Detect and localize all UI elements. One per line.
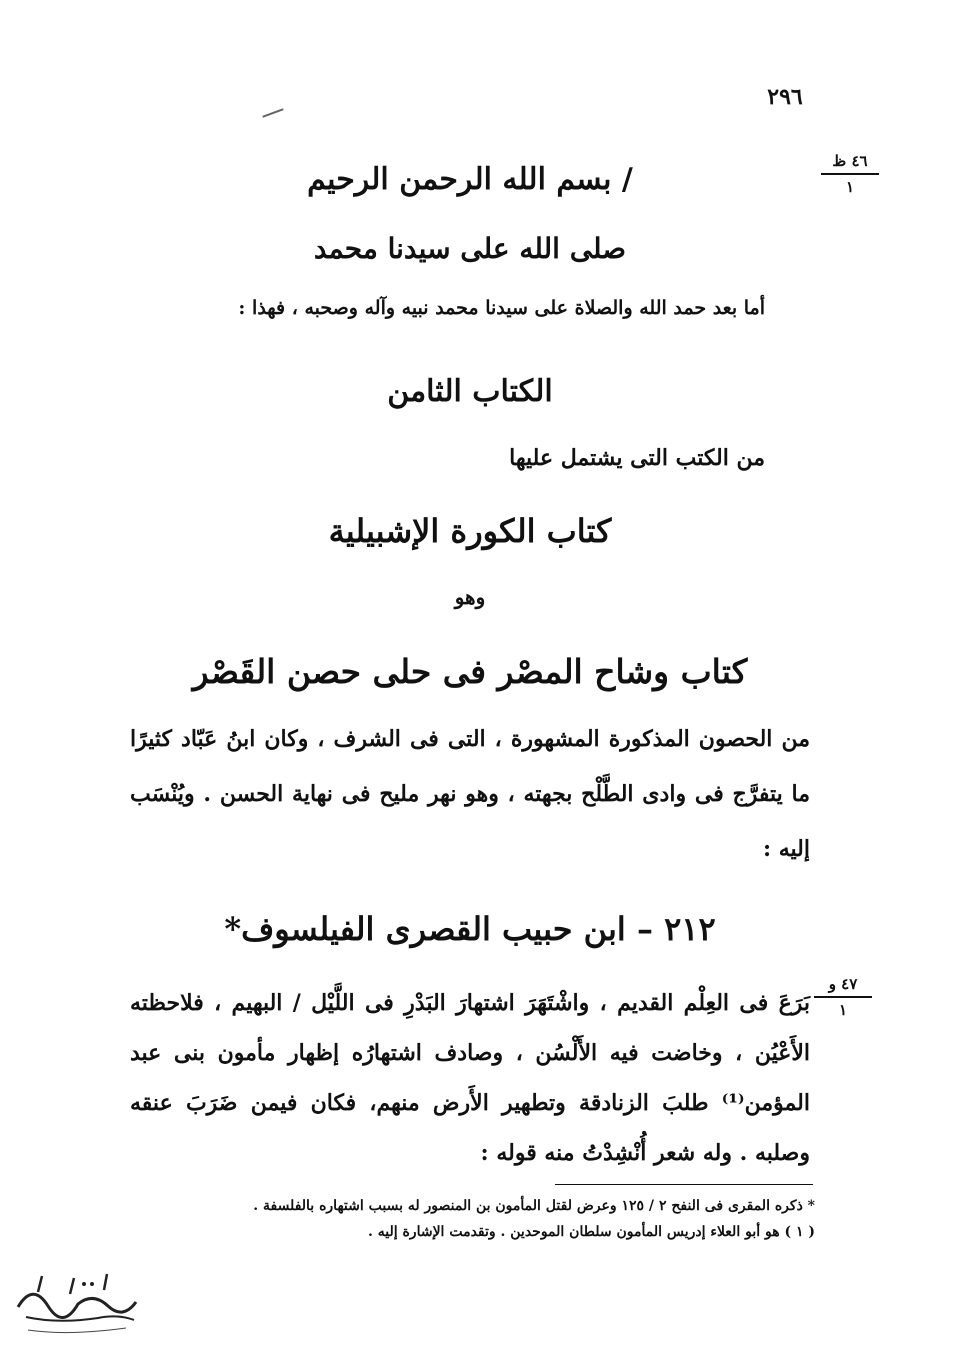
margin-ref-folio: ٤٧ و [828, 975, 858, 993]
margin-ref-volume: ١ [845, 178, 855, 196]
kura-title: كتاب الكورة الإشبيلية [328, 512, 612, 550]
margin-ref-folio: ٤٦ ظ [832, 152, 868, 170]
margin-folio-reference [815, 152, 885, 196]
wa-huwa: وهو [454, 585, 486, 609]
page-number: ٢٩٦ [767, 84, 803, 110]
margin-ref-rule [821, 173, 879, 175]
margin-ref-rule [814, 996, 872, 998]
book-subtitle: من الكتب التى يشتمل عليها [509, 445, 765, 471]
library-stamp-logo [8, 1262, 143, 1340]
wishah-title: كتاب وشاح المصْر فى حلى حصن القَصْر [192, 652, 748, 691]
entry-text: بَرَعَ فى العِلْم القديم ، واشْتَهَرَ اشتهارَ البَدْرِ فى اللَّيْل / البهيم ، فلاحظته الأَعْيُن ، وخاضت فيه الأَلْسُن ، وصادف اشتهارُه إظهار مأمون بنى عبد المؤمن⁽¹⁾ طلبَ الزنادقة وتطهير الأَرض منهم، فكان فيمن ضَرَبَ عنقه وصلبه . وله شعر أُنْشِدْتُ منه قوله : [130, 990, 810, 1166]
paragraph-qasr-description: من الحصون المذكورة المشهورة ، التى فى الشرف ، وكان ابنُ عَبّاد كثيرًا ما يتفرَّج فى وادى الطَّلْح بجهته ، وهو نهر مليح فى نهاية الحسن . ويُنْسَب إليه : [130, 726, 810, 862]
stray-pen-mark [262, 108, 283, 117]
basmala: / بسم الله الرحمن الرحيم [307, 162, 633, 197]
footnote-1: ( ١ ) هو أبو العلاء إدريس المأمون سلطان الموحدين . وتقدمت الإشارة إليه . [367, 1224, 815, 1240]
footnote-divider [555, 1184, 813, 1185]
intro-line: أما بعد حمد الله والصلاة على سيدنا محمد نبيه وآله وصحبه ، فهذا : [238, 297, 765, 319]
margin-ref-volume: ١ [838, 1001, 848, 1019]
entry-title: ٢١٢ – ابن حبيب القصرى الفيلسوف* [224, 910, 716, 948]
book-title: الكتاب الثامن [387, 374, 553, 409]
salawat: صلى الله على سيدنا محمد [313, 232, 627, 265]
calligraphy-stamp-icon [8, 1262, 143, 1340]
margin-folio-reference [808, 975, 878, 1019]
footnote-star: * ذكره المقرى فى النفح ٢ / ١٢٥ وعرض لقتل المأمون بن المنصور له بسبب اشتهاره بالفلسفة . [253, 1198, 815, 1214]
